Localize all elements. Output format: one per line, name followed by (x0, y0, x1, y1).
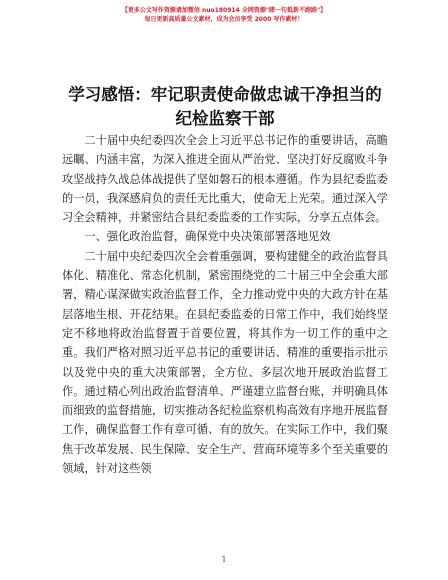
promo-banner-line-2: 每日更新高质量公文素材，成为会员享受 2000 写作素材！ (144, 16, 304, 23)
document-title: 学习感悟：牢记职责使命做忠诚干净担当的纪检监察干部 (68, 85, 382, 128)
page-number: 1 (221, 555, 227, 564)
section-heading-1: 一、强化政治监督，确保党中央决策部署落地见效 (84, 230, 331, 244)
intro-paragraph: 二十届中央纪委四次全会上习近平总书记作的重要讲话，高瞻远瞩、内涵丰富，为深入推进全面从严治党、坚决打好反腐败斗争攻坚战持久战总体战提供了坚如磐石的根本遵循。作为县纪委监委的一员，我深感肩负的责任无比重大，使命无上光荣。通过深入学习全会精神，并紧密结合县纪委监委的工作实际，分享五点体会。 (62, 134, 388, 225)
promo-banner-line-1: 【更多公文写作资源请加微信 nuo180914 全网资源"睹一句抵新不跑路"】 (121, 7, 327, 14)
section-1-paragraph: 二十届中央纪委四次全会着重强调，要构建健全的政治监督具体化、精准化、常态化机制，紧密围绕党的二十届三中全会重大部署，精心谋深做实政治监督工作，全力推动党中央的大政方针在基层落地生根、开花结果。在县纪委监委的日常工作中，我们始终坚定不移地将政治监督置于首要位置，将其作为一切工作的重中之重。我们严格对照习近平总书记的重要讲话、精准的重要指示批示以及党中央的重大决策部署，全方位、多层次地开展政治监督工作。通过精心列出政治监督清单、严谨建立监督台账，并明确具体而细致的监督措施，切实推动各纪检监察机构高效有序地开展监督工作，确保监督工作有章可循、有的放矢。在实际工作中，我们聚焦于改革发展、民生保障、安全生产、营商环境等多个至关重要的领域，针对这些领 (62, 249, 388, 476)
document-body (62, 131, 388, 478)
